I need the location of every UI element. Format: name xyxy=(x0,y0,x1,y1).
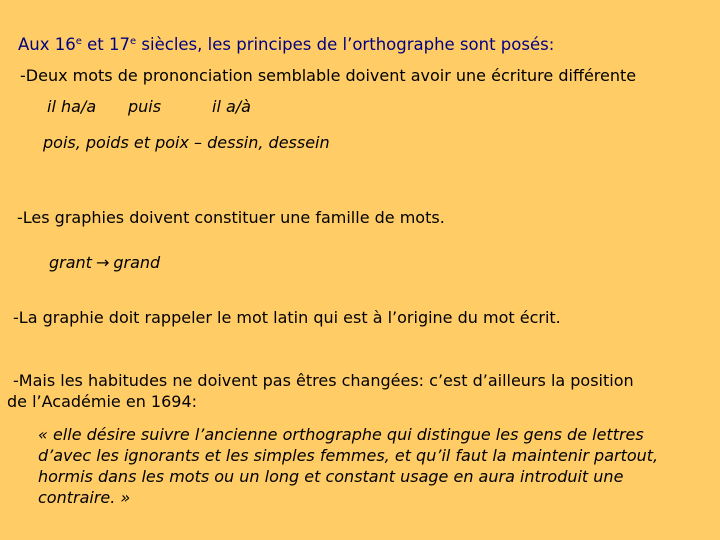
quote-line-4: contraire. » xyxy=(38,488,131,507)
slide-title xyxy=(18,32,554,55)
academie-quote xyxy=(38,424,678,508)
quote-line-2: d’avec les ignorants et les simples femmes, et qu’il faut la maintenir partout, xyxy=(38,446,659,465)
rule-2-example xyxy=(49,253,160,273)
title-part-1: Aux 16 xyxy=(18,35,76,54)
rule-2-text: -Les graphies doivent constituer une famille de mots. xyxy=(17,208,445,227)
rule-1-example-line-2: pois, poids et poix – dessin, dessein xyxy=(43,133,330,152)
rule-4-line-2: de l’Académie en 1694: xyxy=(7,392,198,411)
quote-line-3: hormis dans les mots ou un long et constant usage en aura introduit une xyxy=(38,467,624,486)
rule-2-example-from: grant xyxy=(49,253,92,272)
rule-1-example-b: puis xyxy=(128,97,162,116)
title-part-3: siècles, les principes de l’orthographe sont posés: xyxy=(136,35,555,54)
rule-1-text: -Deux mots de prononciation semblable doivent avoir une écriture différente xyxy=(20,66,637,85)
rule-1-example-a: il ha/a xyxy=(47,97,97,116)
rule-4-line-1: -Mais les habitudes ne doivent pas êtres changées: c’est d’ailleurs la position xyxy=(13,371,634,390)
title-sup-1: e xyxy=(75,36,82,47)
rule-3-text: -La graphie doit rappeler le mot latin qui est à l’origine du mot écrit. xyxy=(13,308,561,327)
title-part-2: et 17 xyxy=(81,35,131,54)
arrow-right-icon: → xyxy=(95,253,110,272)
rule-1-example-c: il a/à xyxy=(212,97,251,116)
rule-2-example-to: grand xyxy=(113,253,161,272)
title-sup-2: e xyxy=(130,36,137,47)
quote-line-1: « elle désire suivre l’ancienne orthographe qui distingue les gens de lettres xyxy=(38,425,644,444)
